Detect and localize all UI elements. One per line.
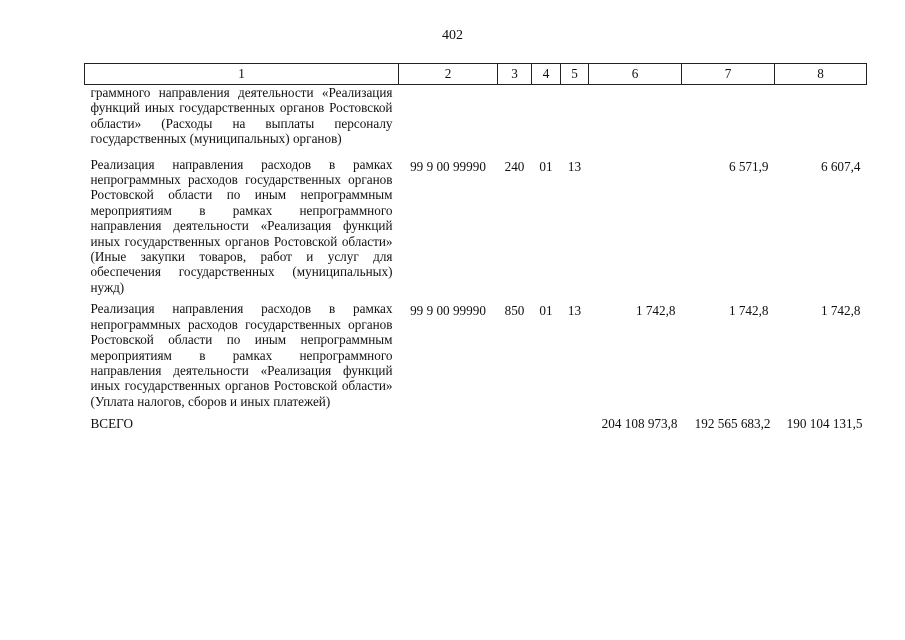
- total-empty-cell: [561, 415, 589, 431]
- row-subsection: [561, 85, 589, 157]
- row-amount-col7: 1 742,8: [728, 303, 769, 319]
- column-header-1: 1: [85, 64, 399, 85]
- budget-table: [84, 63, 867, 432]
- row-amount-col7: 6 571,9: [728, 158, 769, 174]
- row-subsection: 13: [567, 158, 582, 174]
- row-subsection: 13: [567, 303, 582, 319]
- row-amount-col6: [589, 85, 682, 157]
- row-target-code: [399, 85, 498, 157]
- row-section: [532, 85, 561, 157]
- total-amount-col8: 190 104 131,5: [786, 416, 863, 432]
- row-amount-col8: 6 607,4: [820, 158, 861, 174]
- column-header-3: 3: [498, 64, 532, 85]
- row-amount-col6: 1 742,8: [635, 303, 676, 319]
- table-row: [85, 157, 867, 302]
- row-description: Реализация направления расходов в рамках непрограммных расходов государственных органов Ростовской области по иным непрограммным мероприятиям в рамках непрограммного направления деятельности «Реализация функций иных государственных органов Ростовской области» (Уплата налогов, сборов и иных платежей): [90, 301, 393, 409]
- total-empty-cell: [532, 415, 561, 431]
- row-amount-col8: [775, 85, 867, 157]
- column-header-8: 8: [775, 64, 867, 85]
- total-amount-col6: 204 108 973,8: [601, 416, 678, 432]
- row-amount-col7: [682, 85, 775, 157]
- page-number: 402: [442, 28, 463, 43]
- column-header-row: [85, 64, 867, 85]
- column-header-5: 5: [561, 64, 589, 85]
- row-expense-type: 850: [504, 303, 525, 319]
- total-amount-col7: 192 565 683,2: [694, 416, 771, 432]
- total-empty-cell: [498, 415, 532, 431]
- row-section: 01: [539, 158, 553, 174]
- row-amount-col8: 1 742,8: [820, 303, 861, 319]
- row-expense-type: [498, 85, 532, 157]
- total-row: [85, 415, 867, 431]
- column-header-6: 6: [589, 64, 682, 85]
- column-header-4: 4: [532, 64, 561, 85]
- total-empty-cell: [399, 415, 498, 431]
- column-header-2: 2: [399, 64, 498, 85]
- row-amount-col6: [589, 157, 682, 302]
- table-row: [85, 85, 867, 157]
- row-expense-type: 240: [504, 158, 525, 174]
- row-section: 01: [539, 303, 553, 319]
- column-header-7: 7: [682, 64, 775, 85]
- row-target-code: 99 9 00 99990: [410, 303, 486, 319]
- row-target-code: 99 9 00 99990: [410, 158, 486, 174]
- row-description: граммного направления деятельности «Реализация функций иных государственных органов Ростовской области» (Расходы на выплаты персоналу государственных (муниципальных) органов): [90, 85, 393, 147]
- total-label: ВСЕГО: [90, 416, 133, 432]
- row-description: Реализация направления расходов в рамках непрограммных расходов государственных органов Ростовской области по иным непрограммным мероприятиям в рамках непрограммного направления деятельности «Реализация функций иных государственных органов Ростовской области» (Иные закупки товаров, работ и услуг для обеспечения государственных (муниципальных) нужд): [90, 156, 393, 295]
- table-row: [85, 301, 867, 415]
